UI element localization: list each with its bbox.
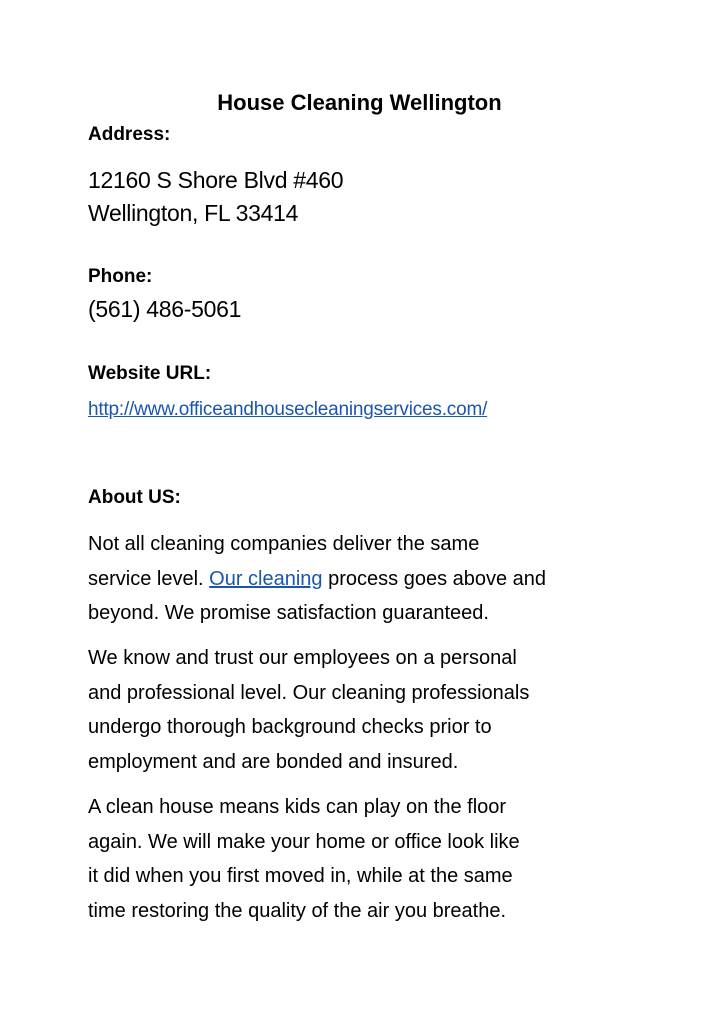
our-cleaning-link[interactable]: Our cleaning [209,567,323,590]
phone-label: Phone: [88,266,153,287]
paragraph-line: undergo thorough background checks prior to [88,716,492,738]
about-paragraph-3 [88,790,648,928]
about-paragraph-1 [88,527,648,631]
about-us-label: About US: [88,487,181,508]
address-line-2: Wellington, FL 33414 [88,200,299,226]
paragraph-line: and professional level. Our cleaning professionals [88,681,530,704]
paragraph-line: A clean house means kids can play on the floor [88,796,507,818]
paragraph-line: beyond. We promise satisfaction guaranteed. [88,602,489,624]
paragraph-line: employment and are bonded and insured. [88,750,459,773]
paragraph-line: again. We will make your home or office look like [88,830,520,853]
paragraph-line: Not all cleaning companies deliver the same [88,533,480,555]
text-segment: process goes above and [322,567,547,590]
website-url-container [88,396,487,424]
website-label: Website URL: [88,363,212,384]
text-segment: service level. [88,567,210,590]
address-label: Address: [88,124,171,145]
paragraph-line: it did when you first moved in, while at the same [88,865,513,887]
website-url-link[interactable]: http://www.officeandhousecleaningservices.com/ [88,399,488,420]
address-line-1: 12160 S Shore Blvd #460 [88,167,344,193]
paragraph-line: time restoring the quality of the air you breathe. [88,899,507,922]
paragraph-line [88,562,648,597]
about-paragraph-2 [88,641,648,779]
phone-number: (561) 486-5061 [88,296,242,322]
page-title: House Cleaning Wellington [217,90,502,115]
paragraph-line: We know and trust our employees on a personal [88,647,517,669]
